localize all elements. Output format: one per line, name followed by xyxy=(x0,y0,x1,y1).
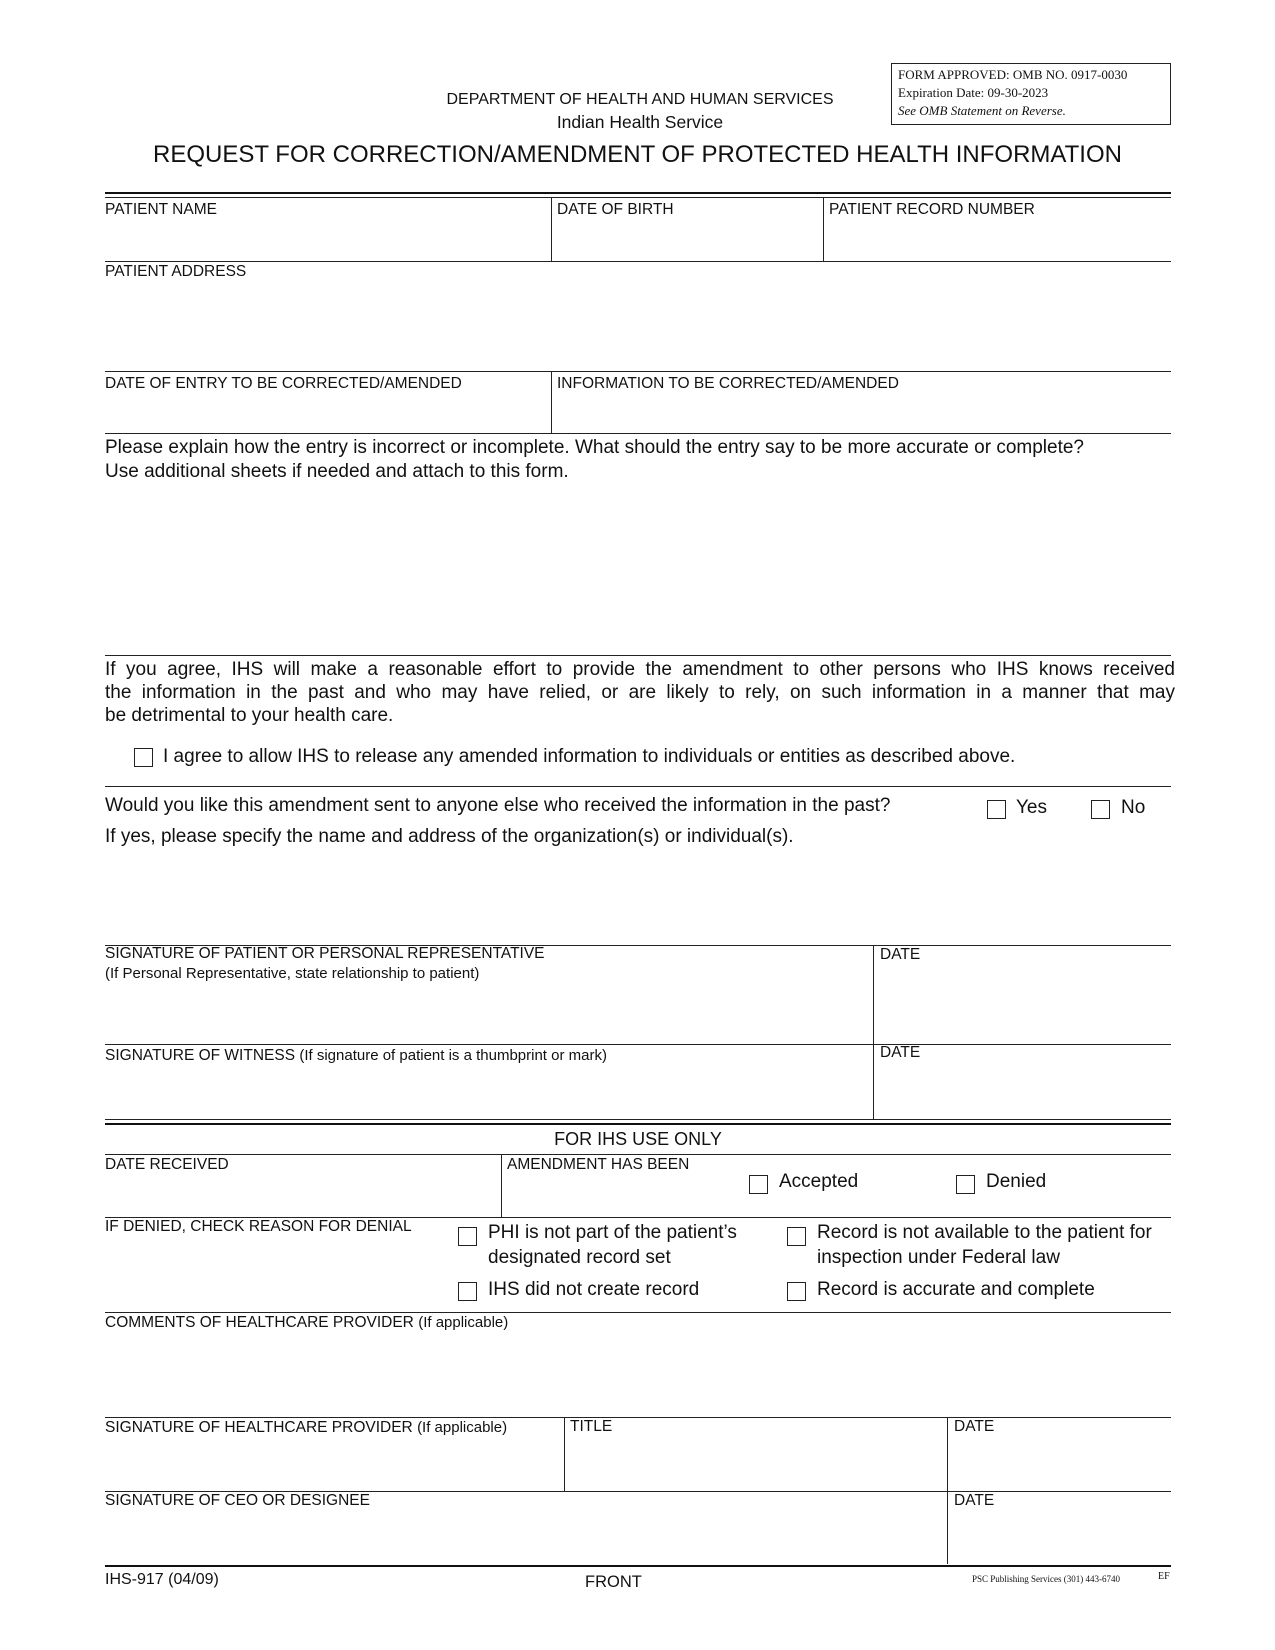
date-of-birth-field[interactable] xyxy=(553,220,821,260)
patient-signature-note: (If Personal Representative, state relationship to patient) xyxy=(105,965,480,982)
witness-signature-label xyxy=(105,1046,607,1065)
witness-signature-title: SIGNATURE OF WITNESS xyxy=(105,1047,296,1064)
agree-paragraph-line2: the information in the past and who may have relied, or are likely to rely, on such information in a manner that may xyxy=(105,682,1175,703)
reason-phi-checkbox[interactable] xyxy=(458,1227,477,1246)
date-of-entry-field[interactable] xyxy=(105,394,549,432)
send-specify-instruction: If yes, please specify the name and address of the organization(s) or individual(s). xyxy=(105,826,794,847)
patient-address-label: PATIENT ADDRESS xyxy=(105,263,247,280)
comments-label xyxy=(105,1313,508,1332)
provider-title-field[interactable] xyxy=(566,1440,945,1490)
omb-statement-note: See OMB Statement on Reverse. xyxy=(898,103,1066,118)
reason-accurate-label: Record is accurate and complete xyxy=(817,1279,1095,1300)
patient-record-number-label: PATIENT RECORD NUMBER xyxy=(829,201,1035,218)
date-of-entry-label: DATE OF ENTRY TO BE CORRECTED/AMENDED xyxy=(105,375,462,392)
explanation-field[interactable] xyxy=(105,488,1171,650)
provider-signature-field[interactable] xyxy=(105,1440,562,1490)
ef-mark: EF xyxy=(1158,1571,1170,1582)
comments-title: COMMENTS OF HEALTHCARE PROVIDER xyxy=(105,1314,414,1331)
reason-not-available-label-line1: Record is not available to the patient for xyxy=(817,1222,1152,1243)
reason-phi-label-line1: PHI is not part of the patient’s xyxy=(488,1222,737,1243)
send-no-checkbox[interactable] xyxy=(1091,800,1110,819)
send-yes-label: Yes xyxy=(1016,797,1047,818)
provider-signature-title: SIGNATURE OF HEALTHCARE PROVIDER xyxy=(105,1419,413,1436)
accepted-label: Accepted xyxy=(779,1171,859,1192)
agree-paragraph-line1: If you agree, IHS will make a reasonable effort to provide the amendment to other persons who IHS knows received xyxy=(105,659,1175,680)
publisher-credit: PSC Publishing Services (301) 443-6740 xyxy=(972,1574,1121,1584)
date-of-birth-label: DATE OF BIRTH xyxy=(557,201,674,218)
send-recipients-field[interactable] xyxy=(105,852,1171,942)
omb-box xyxy=(891,63,1171,125)
agency-name: Indian Health Service xyxy=(556,112,724,132)
amendment-has-been-label: AMENDMENT HAS BEEN xyxy=(507,1156,690,1173)
accepted-checkbox[interactable] xyxy=(749,1175,768,1194)
reason-not-created-label: IHS did not create record xyxy=(488,1279,700,1300)
ceo-signature-field[interactable] xyxy=(105,1512,945,1562)
patient-signature-date-field[interactable] xyxy=(875,966,1171,1042)
information-to-correct-label: INFORMATION TO BE CORRECTED/AMENDED xyxy=(557,375,899,392)
omb-expiration: Expiration Date: 09-30-2023 xyxy=(898,85,1049,100)
send-no-label: No xyxy=(1121,797,1146,818)
patient-signature-date-label: DATE xyxy=(880,946,921,963)
date-received-field[interactable] xyxy=(105,1175,499,1215)
explain-instruction-line1: Please explain how the entry is incorrect or incomplete. What should the entry say to be more accurate or complete? xyxy=(105,437,1084,458)
patient-name-field[interactable] xyxy=(105,220,549,260)
provider-date-field[interactable] xyxy=(949,1440,1171,1490)
ceo-date-label: DATE xyxy=(954,1492,995,1509)
agree-release-label: I agree to allow IHS to release any amended information to individuals or entities as described above. xyxy=(163,746,1016,767)
explain-instruction-line2: Use additional sheets if needed and attach to this form. xyxy=(105,461,569,482)
witness-signature-field[interactable] xyxy=(105,1068,871,1116)
reason-accurate-checkbox[interactable] xyxy=(787,1282,806,1301)
provider-signature-note: (If applicable) xyxy=(417,1419,508,1436)
reason-phi-label-line2: designated record set xyxy=(488,1247,671,1268)
page-title: REQUEST FOR CORRECTION/AMENDMENT OF PROTECTED HEALTH INFORMATION xyxy=(153,141,1122,168)
comments-note: (If applicable) xyxy=(418,1314,509,1331)
patient-address-field[interactable] xyxy=(105,282,1171,368)
comments-field[interactable] xyxy=(105,1334,1171,1414)
send-question: Would you like this amendment sent to anyone else who received the information in the past? xyxy=(105,795,891,816)
page-side-label: FRONT xyxy=(585,1573,642,1591)
ceo-date-field[interactable] xyxy=(949,1512,1171,1562)
reason-not-available-label-line2: inspection under Federal law xyxy=(817,1247,1060,1268)
send-yes-checkbox[interactable] xyxy=(987,800,1006,819)
patient-record-number-field[interactable] xyxy=(825,220,1171,260)
provider-date-label: DATE xyxy=(954,1418,995,1435)
patient-name-label: PATIENT NAME xyxy=(105,201,217,218)
information-to-correct-field[interactable] xyxy=(553,394,1171,432)
date-received-label: DATE RECEIVED xyxy=(105,1156,229,1173)
denial-reason-label: IF DENIED, CHECK REASON FOR DENIAL xyxy=(105,1218,412,1235)
witness-signature-note: (If signature of patient is a thumbprint or mark) xyxy=(299,1047,607,1064)
ihs-use-heading: FOR IHS USE ONLY xyxy=(554,1129,722,1149)
provider-title-label: TITLE xyxy=(570,1418,613,1435)
denied-label: Denied xyxy=(986,1171,1047,1192)
form-number: IHS-917 (04/09) xyxy=(105,1571,219,1588)
patient-signature-field[interactable] xyxy=(105,985,871,1042)
denied-checkbox[interactable] xyxy=(956,1175,975,1194)
department-name: DEPARTMENT OF HEALTH AND HUMAN SERVICES xyxy=(446,91,834,108)
agree-release-checkbox[interactable] xyxy=(134,748,153,767)
reason-not-available-checkbox[interactable] xyxy=(787,1227,806,1246)
patient-signature-label: SIGNATURE OF PATIENT OR PERSONAL REPRESENTATIVE xyxy=(105,945,545,962)
omb-approval: FORM APPROVED: OMB NO. 0917-0030 xyxy=(898,67,1128,82)
reason-not-created-checkbox[interactable] xyxy=(458,1282,477,1301)
ceo-signature-label: SIGNATURE OF CEO OR DESIGNEE xyxy=(105,1492,370,1509)
witness-signature-date-field[interactable] xyxy=(875,1064,1171,1116)
agree-paragraph-line3: be detrimental to your health care. xyxy=(105,705,394,726)
provider-signature-label xyxy=(105,1418,507,1437)
witness-signature-date-label: DATE xyxy=(880,1044,921,1061)
